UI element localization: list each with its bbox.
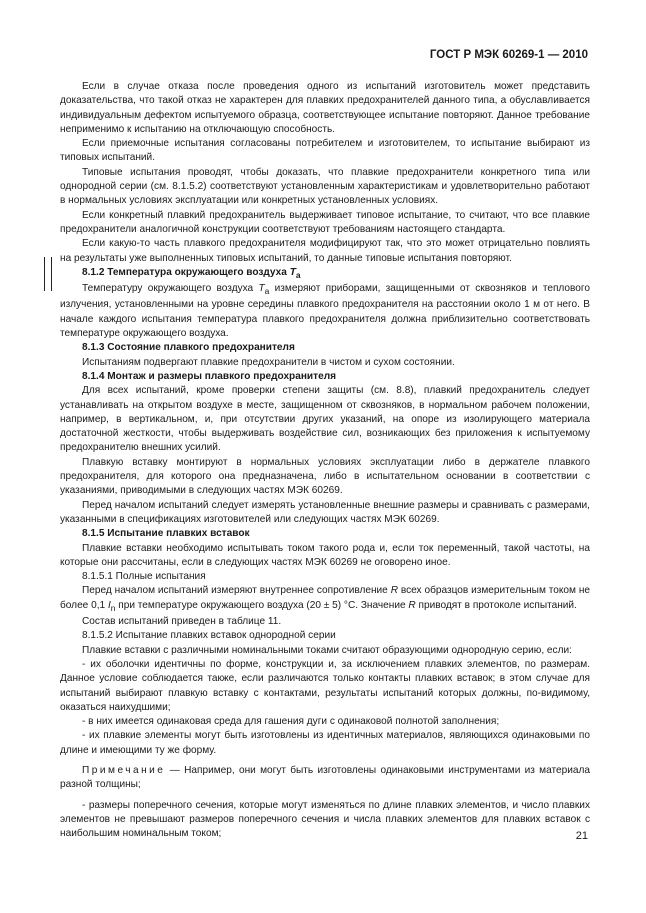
heading-text: 8.1.2 Температура окружающего воздуха	[82, 266, 287, 278]
document-header: ГОСТ Р МЭК 60269-1 — 2010	[429, 49, 588, 61]
paragraph: Состав испытаний приведен в таблице 11.	[82, 616, 282, 628]
section-heading-8-1-3: 8.1.3 Состояние плавкого предохранителя	[82, 342, 295, 354]
page-number: 21	[575, 830, 588, 842]
subsection-heading-8-1-5-1: 8.1.5.1 Полные испытания	[82, 571, 206, 583]
paragraph: Перед началом испытаний следует измерять установленные внешние размеры и сравнивать с размерами, указанными в спецификациях изготовителей или следующих частях МЭК 60269.	[60, 499, 590, 525]
symbol: T	[258, 283, 265, 295]
text-run: приводят в протоколе испытаний.	[418, 599, 577, 611]
revision-change-bar	[44, 257, 52, 291]
paragraph: Для всех испытаний, кроме проверки степени защиты (см. 8.8), плавкий предохранитель следует устанавливать на открытом воздухе в месте, защищенном от сквозняков, в нормальном рабочем положении, например, в вертикальном, и, при отсутствии других указаний, на опоре из изолирующего материала достаточной жесткости, чтобы выдерживать воздействие сил, возникающих без приложения к испытуемому предохранителю внешних усилий.	[60, 385, 590, 454]
note-label: Примечание	[82, 765, 166, 776]
symbol-subscript: n	[110, 602, 116, 613]
paragraph	[60, 584, 590, 615]
paragraph: Плавкие вставки необходимо испытывать током такого рода и, если ток переменный, такой частоты, на которые они рассчитаны, если в следующих частях МЭК 60269 не оговорено иное.	[60, 542, 590, 568]
note	[60, 764, 590, 793]
section-heading-8-1-4: 8.1.4 Монтаж и размеры плавкого предохранителя	[82, 370, 336, 382]
paragraph: Если приемочные испытания согласованы потребителем и изготовителем, то испытание выбирают из типовых испытаний.	[60, 138, 590, 164]
symbol: I	[107, 599, 111, 611]
symbol: R	[390, 585, 398, 597]
subsection-heading-8-1-5-2: 8.1.5.2 Испытание плавких вставок однородной серии	[82, 630, 336, 642]
paragraph: Если какую-то часть плавкого предохранителя модифицируют так, что это может отрицательно повлиять на результаты уже выполненных типовых испытаний, то данные типовые испытания повторяют.	[60, 238, 590, 264]
text-run: Температуру окружающего воздуха	[82, 283, 254, 295]
text-run: всех образцов измерительным током не более 0,1	[60, 585, 591, 611]
symbol: T	[289, 266, 296, 278]
paragraph: Типовые испытания проводят, чтобы доказать, что плавкие предохранители конкретного типа или однородной серии (см. 8.1.5.2) соответствуют установленным характеристикам и удовлетворительно работают в нормальных условиях эксплуатации или конкретных установленных условиях.	[60, 166, 590, 207]
symbol-subscript: a	[295, 269, 301, 280]
paragraph: Испытаниям подвергают плавкие предохранители в чистом и сухом состоянии.	[82, 356, 455, 368]
page-body	[60, 80, 590, 841]
text-run: при температуре окружающего воздуха (20 ± 5) °С. Значение	[118, 599, 406, 611]
list-item: - их оболочки идентичны по форме, конструкции и, за исключением плавких элементов, по размерам. Данное условие соблюдается также, если различаются только контакты плавких вставок; в этом случае для испытаний выбирают плавкую вставку с контактами, результаты испытаний которых должны, по-видимому, оказаться наихудшими;	[60, 658, 590, 713]
list-item: - в них имеется одинаковая среда для гашения дуги с одинаковой полнотой заполнения;	[82, 716, 500, 728]
symbol-subscript: a	[264, 286, 270, 297]
paragraph: Если конкретный плавкий предохранитель выдерживает типовое испытание, то считают, что все плавкие предохранители аналогичной конструкции соответствуют требованиям настоящего стандарта.	[60, 209, 590, 235]
paragraph: Плавкие вставки с различными номинальными токами считают образующими однородную серию, если:	[82, 644, 572, 656]
paragraph	[60, 282, 590, 341]
section-heading-8-1-5: 8.1.5 Испытание плавких вставок	[82, 528, 250, 540]
list-item: - их плавкие элементы могут быть изготовлены из идентичных материалов, являющихся одинаковыми по длине и имеющими ту же форму.	[60, 730, 590, 756]
text-run: Перед началом испытаний измеряют внутреннее сопротивление	[82, 585, 388, 597]
symbol: R	[408, 599, 416, 611]
list-item: - размеры поперечного сечения, которые могут изменяться по длине плавких элементов, и число плавких элементов не превышают размеров поперечного сечения и числа плавких элементов для плавких вставок с наибольшим номинальным током;	[60, 799, 590, 840]
section-heading-8-1-2	[60, 266, 590, 282]
paragraph: Если в случае отказа после проведения одного из испытаний изготовитель может представить доказательства, что такой отказ не характерен для плавких предохранителей данного типа, а обуславливается индивидуальным дефектом испытуемого образца, соответствующее испытание повторяют. Данное требование неприменимо к испытанию на отключающую способность.	[60, 81, 590, 135]
text-run: измеряют приборами, защищенными от сквозняков и теплового излучения, установленными на уровне середины плавкого предохранителя на расстоянии около 1 м от него. В начале каждого испытания температура плавкого предохранителя должна приблизительно соответствовать температуре окружающего воздуха.	[60, 283, 590, 340]
paragraph: Плавкую вставку монтируют в нормальных условиях эксплуатации либо в держателе плавкого предохранителя, для которого она предназначена, либо в испытательном основании в соответствии с указаниями, приводимыми в следующих частях МЭК 60269.	[60, 456, 590, 497]
note-text: — Например, они могут быть изготовлены одинаковыми инструментами из материала разной толщины;	[60, 765, 590, 791]
